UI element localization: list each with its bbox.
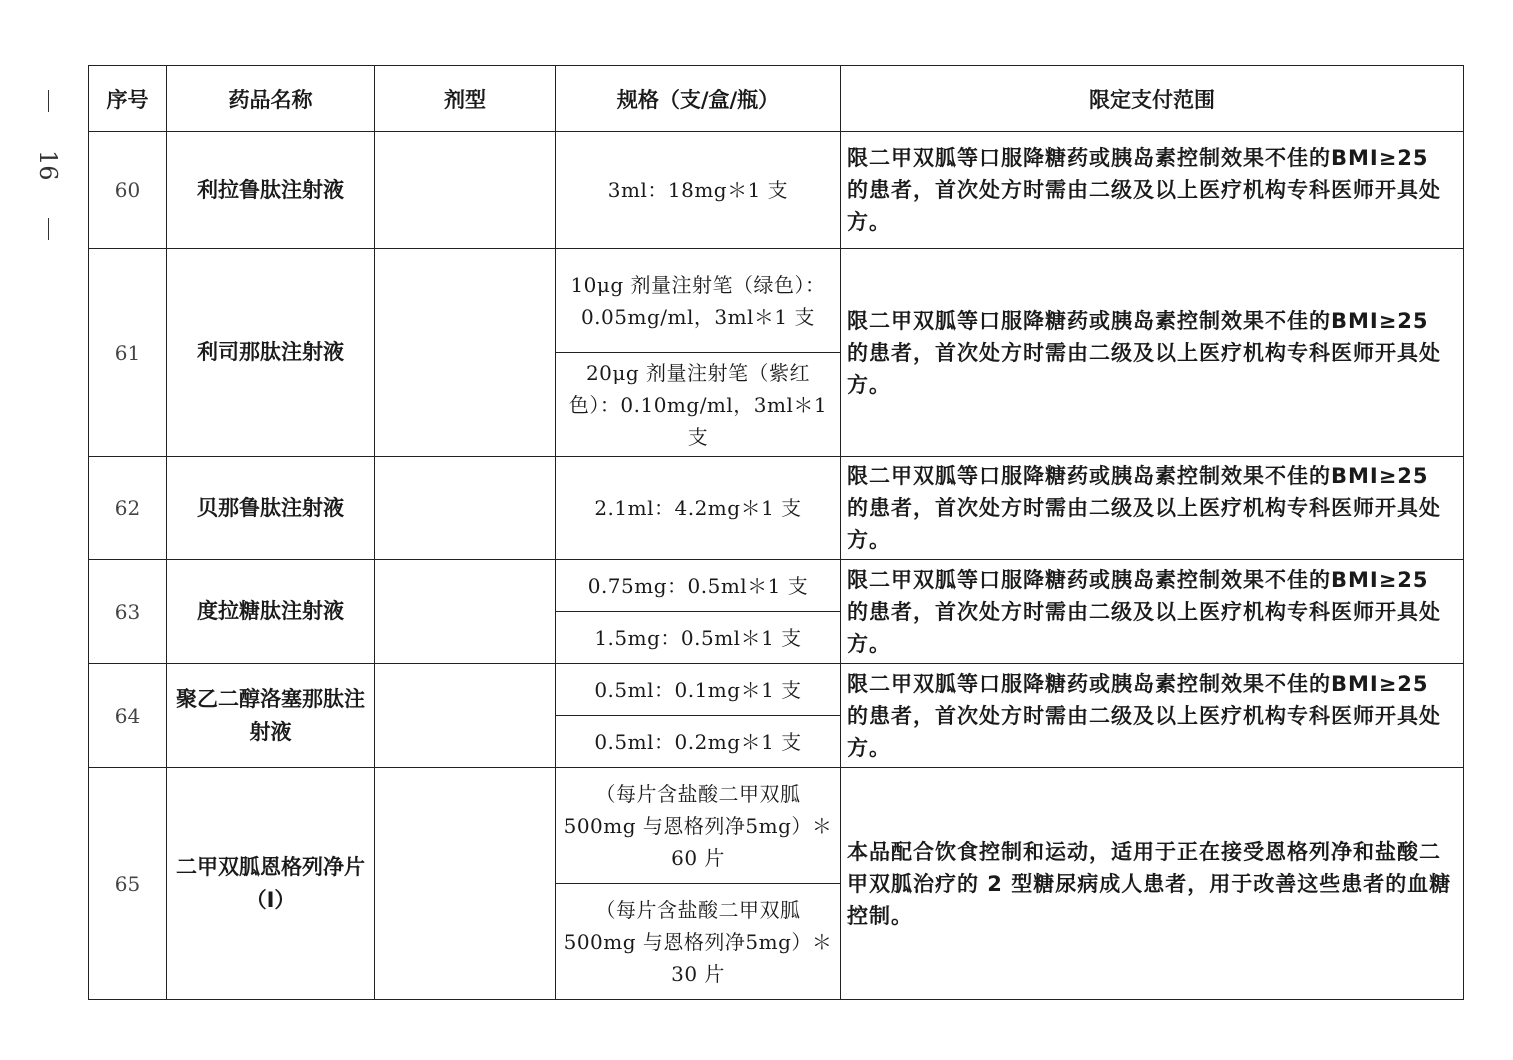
row-scope: 限二甲双胍等口服降糖药或胰岛素控制效果不佳的BMI≥25 的患者，首次处方时需由二级及以上医疗机构专科医师开具处方。 xyxy=(841,664,1464,768)
table-row xyxy=(89,249,1464,353)
header-name: 药品名称 xyxy=(167,66,375,132)
row-form xyxy=(375,560,556,664)
table-row xyxy=(89,457,1464,560)
page-number-dash-top xyxy=(48,90,49,112)
row-no: 64 xyxy=(89,664,167,768)
row-scope: 限二甲双胍等口服降糖药或胰岛素控制效果不佳的BMI≥25 的患者，首次处方时需由二级及以上医疗机构专科医师开具处方。 xyxy=(841,132,1464,249)
row-form xyxy=(375,457,556,560)
row-name: 二甲双胍恩格列净片（Ⅰ） xyxy=(167,768,375,1000)
row-form xyxy=(375,249,556,457)
table-row xyxy=(89,664,1464,716)
row-no: 61 xyxy=(89,249,167,457)
row-form xyxy=(375,132,556,249)
row-spec: 0.75mg：0.5ml＊1 支 xyxy=(556,560,841,612)
row-spec: 0.5ml：0.1mg＊1 支 xyxy=(556,664,841,716)
drug-table xyxy=(88,65,1464,1000)
row-scope: 本品配合饮食控制和运动，适用于正在接受恩格列净和盐酸二甲双胍治疗的 2 型糖尿病成人患者，用于改善这些患者的血糖控制。 xyxy=(841,768,1464,1000)
row-name: 利拉鲁肽注射液 xyxy=(167,132,375,249)
row-scope: 限二甲双胍等口服降糖药或胰岛素控制效果不佳的BMI≥25 的患者，首次处方时需由二级及以上医疗机构专科医师开具处方。 xyxy=(841,249,1464,457)
row-scope: 限二甲双胍等口服降糖药或胰岛素控制效果不佳的BMI≥25 的患者，首次处方时需由二级及以上医疗机构专科医师开具处方。 xyxy=(841,560,1464,664)
header-form: 剂型 xyxy=(375,66,556,132)
row-spec: 3ml：18mg＊1 支 xyxy=(556,132,841,249)
page-number-dash-bottom xyxy=(48,218,49,240)
row-spec: 1.5mg：0.5ml＊1 支 xyxy=(556,612,841,664)
table-row xyxy=(89,768,1464,884)
row-spec: （每片含盐酸二甲双胍500mg 与恩格列净5mg）＊30 片 xyxy=(556,884,841,1000)
row-spec: （每片含盐酸二甲双胍500mg 与恩格列净5mg）＊60 片 xyxy=(556,768,841,884)
row-no: 63 xyxy=(89,560,167,664)
row-scope: 限二甲双胍等口服降糖药或胰岛素控制效果不佳的BMI≥25 的患者，首次处方时需由二级及以上医疗机构专科医师开具处方。 xyxy=(841,457,1464,560)
row-spec: 10μg 剂量注射笔（绿色）：0.05mg/ml，3ml＊1 支 xyxy=(556,249,841,353)
page-number-text: 16 xyxy=(34,149,62,181)
header-scope: 限定支付范围 xyxy=(841,66,1464,132)
table-header-row xyxy=(89,66,1464,132)
header-spec: 规格（支/盒/瓶） xyxy=(556,66,841,132)
row-no: 62 xyxy=(89,457,167,560)
row-form xyxy=(375,664,556,768)
header-no: 序号 xyxy=(89,66,167,132)
row-spec: 20μg 剂量注射笔（紫红色）：0.10mg/ml，3ml＊1 支 xyxy=(556,353,841,457)
row-name: 利司那肽注射液 xyxy=(167,249,375,457)
row-name: 贝那鲁肽注射液 xyxy=(167,457,375,560)
page-number xyxy=(28,90,68,240)
row-no: 65 xyxy=(89,768,167,1000)
table-row xyxy=(89,560,1464,612)
row-no: 60 xyxy=(89,132,167,249)
row-spec: 0.5ml：0.2mg＊1 支 xyxy=(556,716,841,768)
row-spec: 2.1ml：4.2mg＊1 支 xyxy=(556,457,841,560)
row-name: 聚乙二醇洛塞那肽注射液 xyxy=(167,664,375,768)
table-row xyxy=(89,132,1464,249)
row-name: 度拉糖肽注射液 xyxy=(167,560,375,664)
row-form xyxy=(375,768,556,1000)
